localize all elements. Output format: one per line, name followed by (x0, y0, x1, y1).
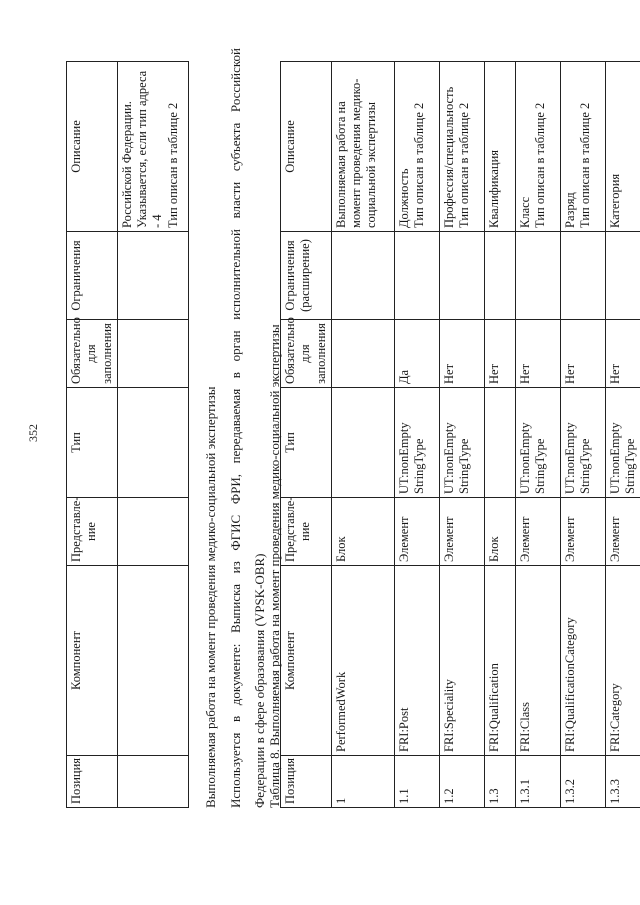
cell-repr: Элемент (515, 498, 560, 566)
header-cell: Позиция (67, 756, 118, 808)
cell-desc: Класс Тип описан в таблице 2 (515, 62, 560, 232)
cell-type: UT:nonEmpty StringType (439, 388, 484, 498)
table-row (515, 62, 560, 808)
header-cell: Компонент (67, 566, 118, 756)
cell-limits (484, 232, 515, 320)
table-caption: Таблица 8. Выполняемая работа на момент проведения медико-социальной экспертизы (267, 324, 282, 808)
cell-type: UT:nonEmpty StringType (515, 388, 560, 498)
description-cell (117, 62, 188, 232)
table-cell (117, 566, 188, 756)
cell-required: Нет (515, 320, 560, 388)
header-cell: Обязательно для заполнения (281, 320, 332, 388)
main-table-body (331, 62, 640, 808)
usage-text-line: Используется в документе: Выписка из ФГИС ФРИ, передаваемая в орган исполнительной власти субъекта Российской (228, 48, 243, 808)
cell-desc: Категория (605, 62, 640, 232)
page-number: 352 (26, 424, 40, 442)
cell-pos: 1.1 (394, 756, 439, 808)
header-cell: Ограничения (расширение) (281, 232, 332, 320)
cell-component: FRI:QualificationCategory (560, 566, 605, 756)
table-row (484, 62, 515, 808)
section-title: Выполняемая работа на момент проведения медико-социальной экспертизы (203, 386, 218, 808)
cell-limits (394, 232, 439, 320)
cell-type: UT:nonEmpty StringType (394, 388, 439, 498)
cell-type: UT:nonEmpty StringType (605, 388, 640, 498)
table-row (394, 62, 439, 808)
cell-required: Нет (439, 320, 484, 388)
cell-desc: Разряд Тип описан в таблице 2 (560, 62, 605, 232)
main-table (280, 61, 640, 808)
cell-limits (560, 232, 605, 320)
table-header-row (281, 62, 332, 808)
table-cell (117, 320, 188, 388)
table-cell (117, 232, 188, 320)
cell-desc: Профессия/специальность Тип описан в таблице 2 (439, 62, 484, 232)
header-cell: Обязательно для заполнения (67, 320, 118, 388)
header-cell: Компонент (281, 566, 332, 756)
table-cell (117, 498, 188, 566)
table-row (560, 62, 605, 808)
cell-component: FRI:Class (515, 566, 560, 756)
cell-component: FRI:Qualification (484, 566, 515, 756)
cell-limits (515, 232, 560, 320)
cell-desc: Выполняемая работа на момент проведения медико-социальной экспертизы (331, 62, 394, 232)
cell-required (331, 320, 394, 388)
header-cell: Описание (281, 62, 332, 232)
cell-type (484, 388, 515, 498)
table-cell (117, 756, 188, 808)
table-row (331, 62, 394, 808)
table-header-row (67, 62, 118, 808)
cell-type (331, 388, 394, 498)
header-cell: Представле-ние (67, 498, 118, 566)
header-cell: Представле-ние (281, 498, 332, 566)
cell-pos: 1.3.1 (515, 756, 560, 808)
usage-text-line: Федерации в сфере образования (VPSK-OBR) (252, 553, 267, 808)
cell-desc: Должность Тип описан в таблице 2 (394, 62, 439, 232)
cell-required: Нет (605, 320, 640, 388)
table-row (439, 62, 484, 808)
cell-repr: Элемент (560, 498, 605, 566)
cell-pos: 1 (331, 756, 394, 808)
cell-desc: Квалификация (484, 62, 515, 232)
cell-required: Да (394, 320, 439, 388)
description-line: Тип описан в таблице 2 (165, 102, 180, 228)
cell-pos: 1.3 (484, 756, 515, 808)
cell-pos: 1.2 (439, 756, 484, 808)
table-row (117, 62, 188, 808)
table-row (605, 62, 640, 808)
table-cell (117, 388, 188, 498)
cell-repr: Элемент (394, 498, 439, 566)
cell-repr: Блок (331, 498, 394, 566)
description-line: Указывается, если тип адреса (135, 70, 149, 228)
header-cell: Описание (67, 62, 118, 232)
cell-limits (439, 232, 484, 320)
cell-component: PerformedWork (331, 566, 394, 756)
description-line: Российской Федерации. (119, 101, 134, 228)
cell-required: Нет (560, 320, 605, 388)
header-cell: Тип (67, 388, 118, 498)
cell-limits (605, 232, 640, 320)
cell-component: FRI:Speciality (439, 566, 484, 756)
cell-pos: 1.3.3 (605, 756, 640, 808)
cell-repr: Элемент (605, 498, 640, 566)
continued-table (66, 61, 189, 808)
cell-repr: Блок (484, 498, 515, 566)
cell-pos: 1.3.2 (560, 756, 605, 808)
cell-type: UT:nonEmpty StringType (560, 388, 605, 498)
cell-limits (331, 232, 394, 320)
cell-repr: Элемент (439, 498, 484, 566)
header-cell: Тип (281, 388, 332, 498)
header-cell: Ограничения (67, 232, 118, 320)
cell-component: FRI:Category (605, 566, 640, 756)
cell-required: Нет (484, 320, 515, 388)
description-line: - 4 (150, 214, 165, 228)
header-cell: Позиция (281, 756, 332, 808)
cell-component: FRI:Post (394, 566, 439, 756)
